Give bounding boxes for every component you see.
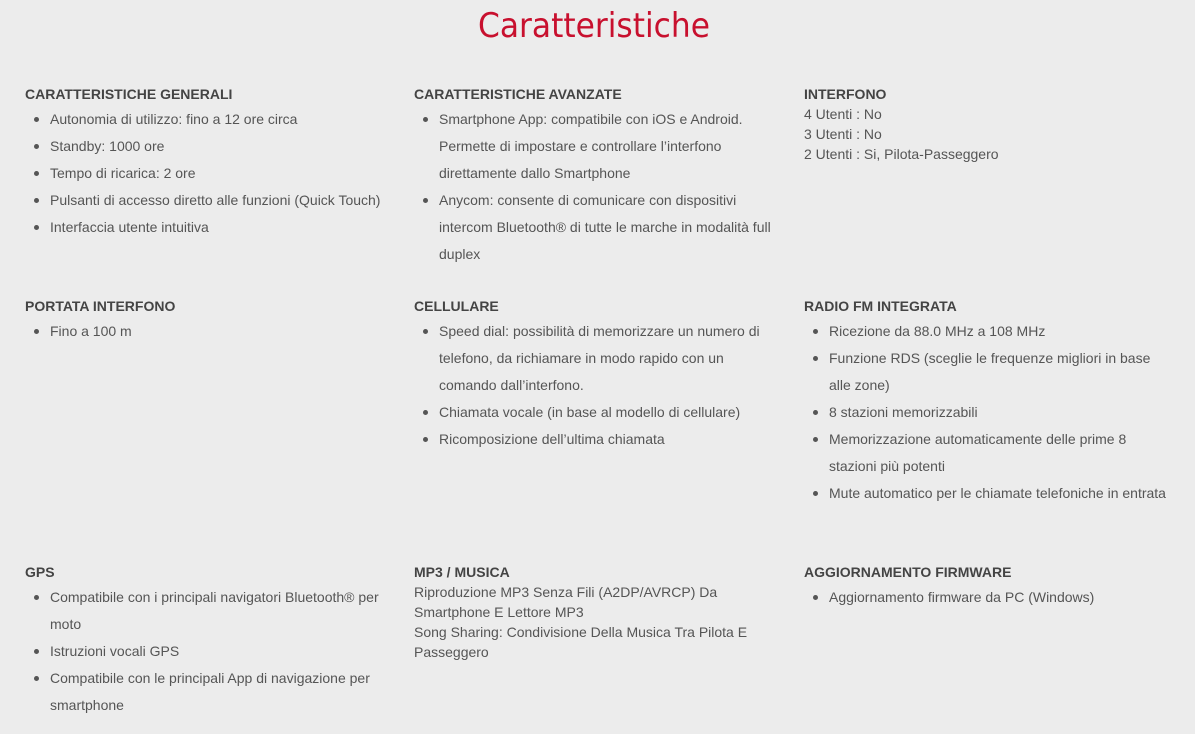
feature-list <box>414 106 784 268</box>
list-item: Tempo di ricarica: 2 ore <box>50 160 395 187</box>
section-heading: GPS <box>25 564 55 580</box>
list-item: Smartphone App: compatibile con iOS e Android. Permette di impostare e controllare l’interfono direttamente dallo Smartphone <box>439 106 784 187</box>
section-caratteristiche-generali <box>25 84 395 241</box>
section-cellulare <box>414 296 784 453</box>
section-gps <box>25 562 395 719</box>
list-item: Istruzioni vocali GPS <box>50 638 395 665</box>
list-item: Fino a 100 m <box>50 318 395 345</box>
list-item: Ricezione da 88.0 MHz a 108 MHz <box>829 318 1174 345</box>
text-line: 2 Utenti : Si, Pilota-Passeggero <box>804 146 999 162</box>
list-item: Chiamata vocale (in base al modello di cellulare) <box>439 399 784 426</box>
list-item: Funzione RDS (sceglie le frequenze migliori in base alle zone) <box>829 345 1174 399</box>
section-heading: CARATTERISTICHE AVANZATE <box>414 86 622 102</box>
list-item: Mute automatico per le chiamate telefoniche in entrata <box>829 480 1174 507</box>
feature-list <box>25 106 395 241</box>
list-item: Compatibile con i principali navigatori Bluetooth® per moto <box>50 584 395 638</box>
feature-list <box>25 318 395 345</box>
section-mp3-musica <box>414 562 784 662</box>
feature-list <box>804 318 1174 507</box>
text-line: 4 Utenti : No <box>804 106 882 122</box>
section-heading: CARATTERISTICHE GENERALI <box>25 86 233 102</box>
list-item: Ricomposizione dell’ultima chiamata <box>439 426 784 453</box>
feature-list <box>414 318 784 453</box>
section-caratteristiche-avanzate <box>414 84 784 268</box>
list-item: 8 stazioni memorizzabili <box>829 399 1174 426</box>
list-item: Speed dial: possibilità di memorizzare un numero di telefono, da richiamare in modo rapido con un comando dall’interfono. <box>439 318 784 399</box>
list-item: Anycom: consente di comunicare con dispositivi intercom Bluetooth® di tutte le marche in modalità full duplex <box>439 187 784 268</box>
section-radio-fm <box>804 296 1174 507</box>
text-line: 3 Utenti : No <box>804 126 882 142</box>
section-interfono <box>804 84 1174 164</box>
list-item: Autonomia di utilizzo: fino a 12 ore circa <box>50 106 395 133</box>
page-title: Caratteristiche <box>478 6 710 46</box>
section-heading: AGGIORNAMENTO FIRMWARE <box>804 564 1012 580</box>
section-heading: CELLULARE <box>414 298 499 314</box>
section-portata-interfono <box>25 296 395 345</box>
feature-list <box>804 584 1174 611</box>
list-item: Interfaccia utente intuitiva <box>50 214 395 241</box>
text-line: Riproduzione MP3 Senza Fili (A2DP/AVRCP) Da Smartphone E Lettore MP3 <box>414 584 718 620</box>
text-line: Song Sharing: Condivisione Della Musica Tra Pilota E Passeggero <box>414 624 748 660</box>
feature-list <box>25 584 395 719</box>
section-aggiornamento-firmware <box>804 562 1174 611</box>
section-heading: MP3 / MUSICA <box>414 564 510 580</box>
list-item: Compatibile con le principali App di navigazione per smartphone <box>50 665 395 719</box>
section-heading: RADIO FM INTEGRATA <box>804 298 957 314</box>
list-item: Pulsanti di accesso diretto alle funzioni (Quick Touch) <box>50 187 395 214</box>
list-item: Aggiornamento firmware da PC (Windows) <box>829 584 1174 611</box>
section-heading: INTERFONO <box>804 86 887 102</box>
list-item: Memorizzazione automaticamente delle prime 8 stazioni più potenti <box>829 426 1174 480</box>
list-item: Standby: 1000 ore <box>50 133 395 160</box>
section-heading: PORTATA INTERFONO <box>25 298 176 314</box>
